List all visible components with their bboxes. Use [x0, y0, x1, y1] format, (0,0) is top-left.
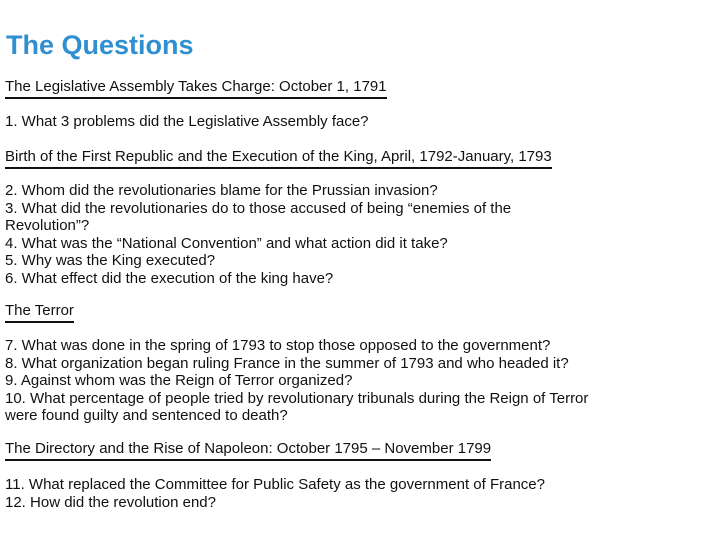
- page-title: The Questions: [6, 30, 194, 60]
- question-item: 6. What effect did the execution of the king have?: [5, 269, 334, 287]
- question-item: 11. What replaced the Committee for Public Safety as the government of France?: [5, 476, 545, 493]
- section-heading-legislative-assembly: The Legislative Assembly Takes Charge: October 1, 1791: [5, 78, 387, 99]
- question-list-directory-napoleon: [5, 476, 635, 511]
- question-item: 12. How did the revolution end?: [5, 493, 216, 511]
- section-heading-directory-napoleon: The Directory and the Rise of Napoleon: October 1795 – November 1799: [5, 440, 491, 461]
- question-item: 5. Why was the King executed?: [5, 252, 216, 269]
- question-item: 8. What organization began ruling France in the summer of 1793 and who headed it?: [5, 354, 569, 372]
- section-heading-the-terror: The Terror: [5, 302, 74, 323]
- question-list-legislative-assembly: [5, 113, 635, 131]
- question-item: 2. Whom did the revolutionaries blame for the Prussian invasion?: [5, 182, 438, 199]
- question-item: 3. What did the revolutionaries do to those accused of being “enemies of the Revolution”?: [5, 199, 512, 234]
- question-item: 4. What was the “National Convention” and what action did it take?: [5, 234, 448, 252]
- question-list-first-republic: [5, 182, 635, 287]
- question-item: 9. Against whom was the Reign of Terror organized?: [5, 372, 353, 389]
- question-item: 10. What percentage of people tried by revolutionary tribunals during the Reign of Terror were found guilty and sentenced to death?: [5, 389, 589, 424]
- question-item: 7. What was done in the spring of 1793 to stop those opposed to the government?: [5, 337, 551, 354]
- section-heading-first-republic: Birth of the First Republic and the Execution of the King, April, 1792-January, 1793: [5, 148, 552, 169]
- question-list-the-terror: [5, 337, 635, 425]
- question-item: 1. What 3 problems did the Legislative Assembly face?: [5, 113, 369, 130]
